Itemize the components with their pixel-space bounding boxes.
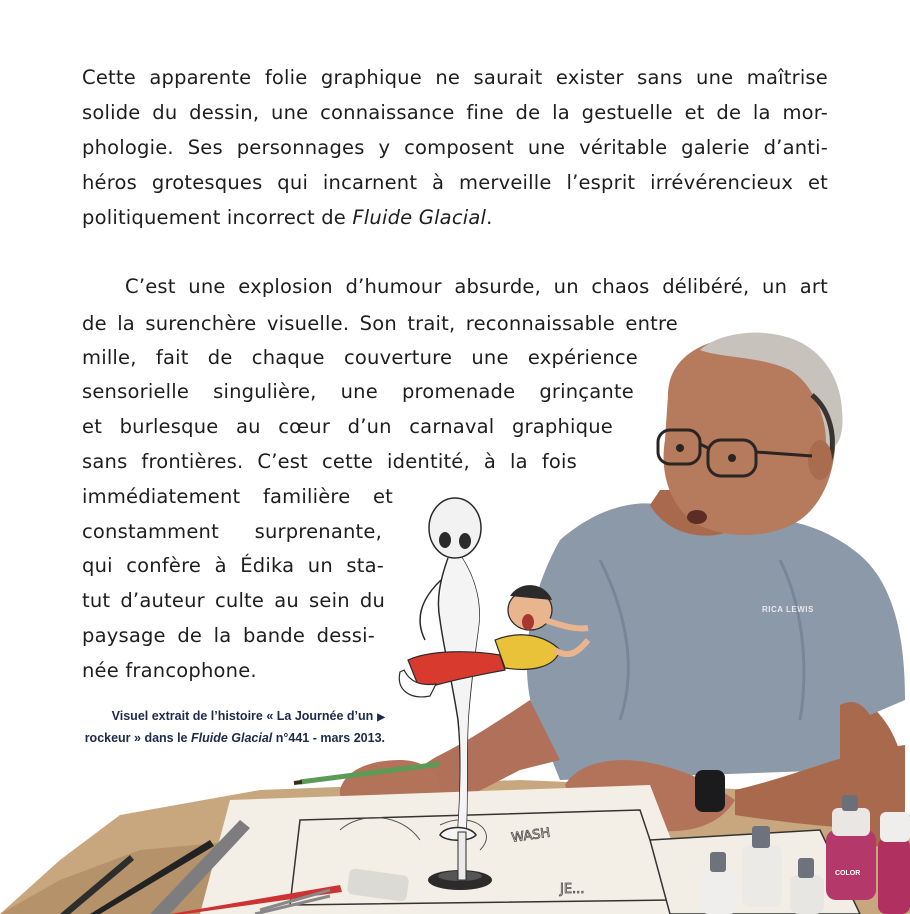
paragraph-2-line-10: tut d’auteur culte au sein du — [82, 589, 385, 612]
shirt-brand-label: RICA LEWIS — [762, 605, 814, 614]
drawing-text-right: WASH — [510, 825, 552, 846]
caption-line-1 — [85, 706, 385, 728]
photo-caption — [85, 706, 385, 748]
paragraph-2-line-6: sans frontières. C’est cette identité, à la fois — [82, 450, 577, 473]
paragraph-2-line-8: constamment surprenante, — [82, 520, 382, 543]
wristwatch-icon — [695, 770, 725, 812]
caption-arrow-icon: ▶ — [377, 712, 385, 723]
magazine-title: Fluide Glacial — [352, 206, 487, 229]
paragraph-1-line-5 — [82, 200, 493, 235]
paragraph-1-line-4: héros grotesques qui incarnent à merveille l’esprit irrévérencieux et — [82, 171, 828, 194]
paragraph-2-line-11: paysage de la bande dessi- — [82, 624, 375, 647]
caption-line-2-end: n°441 - mars 2013. — [272, 731, 385, 745]
caption-line-2-start: rockeur » dans le — [84, 731, 191, 745]
paragraph-2-line-5: et burlesque au cœur d’un carnaval graphique — [82, 415, 613, 438]
paragraph-1-line-5-end: . — [486, 206, 493, 229]
paragraph-2-line-2: de la surenchère visuelle. Son trait, reconnaissable entre — [82, 312, 678, 335]
paragraph-1-line-2: solide du dessin, une connaissance fine de la gestuelle et de la mor- — [82, 101, 828, 124]
paragraph-1-line-1: Cette apparente folie graphique ne saurait exister sans une maîtrise — [82, 66, 828, 89]
paragraph-2-line-7: immédiatement familière et — [82, 485, 393, 508]
caption-line-2 — [85, 728, 385, 748]
paragraph-1-line-3: phologie. Ses personnages y composent une véritable galerie d’anti- — [82, 136, 828, 159]
caption-magazine-title: Fluide Glacial — [191, 731, 273, 745]
drawing-text-left: JE... — [560, 882, 585, 897]
paragraph-1-line-5-start: politiquement incorrect de — [82, 206, 353, 229]
paragraph-2-line-1: C’est une explosion d’humour absurde, un chaos délibéré, un art — [125, 275, 828, 298]
paragraph-2-line-12: née francophone. — [82, 659, 257, 682]
drawing-board — [200, 785, 700, 914]
paragraph-2-line-3: mille, fait de chaque couverture une expérience — [82, 346, 638, 369]
paragraph-2-line-4: sensorielle singulière, une promenade grinçante — [82, 380, 634, 403]
bottle-label: COLOR — [835, 870, 861, 877]
caption-line-1-text: Visuel extrait de l’histoire « La Journée d’un — [111, 709, 374, 723]
paragraph-2-line-9: qui confère à Édika un sta- — [82, 554, 384, 577]
